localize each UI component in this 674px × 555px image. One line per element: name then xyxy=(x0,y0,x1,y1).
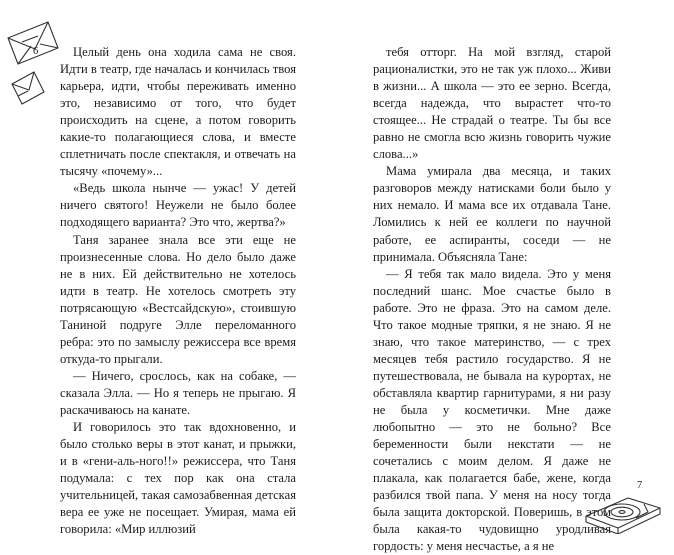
right-page xyxy=(337,0,674,554)
page-number: 7 xyxy=(637,480,643,491)
left-page xyxy=(0,0,337,539)
paragraph: тебя отторг. На мой взгляд, старой рационалистки, это не так уж плохо... Живи в жизни... А школа — это ее зерно. Всегда, всегда надежда, что вырастет что-то стоящее... Не страдай о театре. Ты бы все равно не смогла всю жизнь говорить чужие слова...» xyxy=(373,45,611,162)
paragraph: Мама умирала два месяца, и таких разговоров между натисками боли было у них немало. И мама все их отдавала Тане. Ломились к ней ее коллеги по научной работе, ее аспиранты, соседи — не принимала. Объясняла Тане: xyxy=(373,164,611,264)
record-player-doodle-icon xyxy=(582,490,664,534)
paragraph: — Ничего, срослось, как на собаке, — сказала Элла. — Но я теперь не прыгаю. Я раскачиваюсь на канате. xyxy=(60,368,296,417)
paragraph: «Ведь школа нынче — ужас! У детей ничего святого! Неужели не было более подходящего варианта? Это что, жертва?» xyxy=(60,181,296,230)
paragraph: И говорилось это так вдохновенно, и было столько веры в этот канат, и прыжки, и в «гени-аль-ного!!» режиссера, что Таня подумала: с тех пор как она стала учительницей, такая самозабвенная детская вера ее уже не посещает. Умирая, мама ей говорила: «Мир иллюзий xyxy=(60,420,296,537)
right-text-column xyxy=(373,44,611,555)
paragraph: Целый день она ходила сама не своя. Идти в театр, где началась и кончилась твоя карьера, идти, чтобы переживать именно это, независимо от того, что будет происходить на сцене, а потом говорить какие-то полагающиеся слова, и вместе сплетничать после спектакля, и отвечать на тысячу «почему»... xyxy=(60,45,296,179)
envelopes-doodle-icon xyxy=(4,12,66,106)
paragraph: — Я тебя так мало видела. Это у меня последний шанс. Мое счастье было в работе. Это не фраза. Это на самом деле. Что такое модные тряпки, я не знаю. Я не знаю, что такое материнство, — с трех месяцев тебя растило государство. Я не путешествовала, не бывала на курортах, не обставляла квартир гарнитурами, я ни разу не была у косметички. Мне даже любопытно — это не больно? Все беременности были некстати — не сочетались с моим делом. Я даже не плакала, как полагается бабе, жене, когда разбился твой папа. У меня на носу тогда была защита докторской. Поверишь, в этом была какая-то чудовищно уродливая гордость: у меня несчастье, а я не xyxy=(373,266,611,554)
page-number: 6 xyxy=(33,46,39,57)
left-text-column xyxy=(60,44,296,538)
paragraph: Таня заранее знала все эти еще не произнесенные слова. Но дело было даже не в них. Ей действительно не хотелось идти в театр. Не хотелось смотреть эту потрясающую «Вестсайдскую», стоившую Таниной подруге Элле переломанного ребра: это по замыслу режиссера все время откуда-то прыгали. xyxy=(60,232,296,366)
